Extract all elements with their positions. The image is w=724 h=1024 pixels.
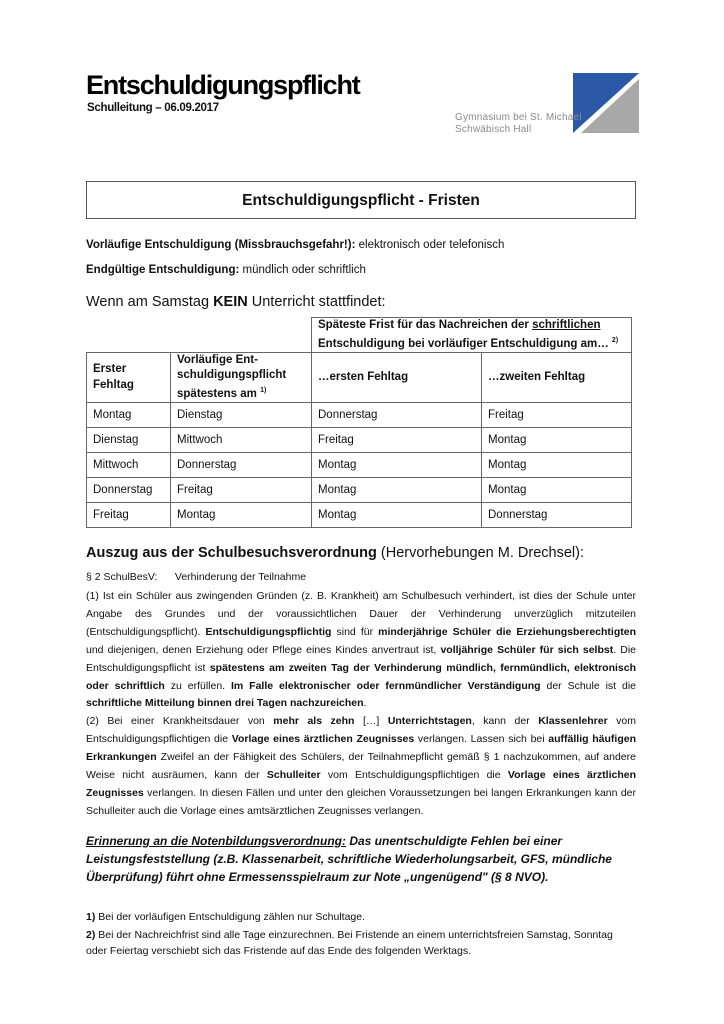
col-header-first-day: Erster Fehltag <box>87 352 171 402</box>
table-row <box>87 502 632 527</box>
table-cell: Montag <box>312 477 482 502</box>
table-cell: Donnerstag <box>171 452 312 477</box>
deadline-table <box>86 317 632 528</box>
table-cell: Freitag <box>171 477 312 502</box>
final-excuse-label: Endgültige Entschuldigung: <box>86 264 240 276</box>
logo-school-name: Gymnasium bei St. Michael <box>455 112 582 123</box>
table-cell: Montag <box>482 477 632 502</box>
group-header-cell: Späteste Frist für das Nachreichen der schriftlichen Entschuldigung bei vorläufiger Entschuldigung am… $^{2)}$ <box>312 318 632 353</box>
table-cell: Freitag <box>482 402 632 427</box>
col-header-second-missed: …zweiten Fehltag <box>482 352 632 402</box>
boxed-heading: Entschuldigungspflicht - Fristen <box>86 181 636 219</box>
table-cell: Montag <box>312 452 482 477</box>
table-row <box>87 477 632 502</box>
logo-school-city: Schwäbisch Hall <box>455 124 532 135</box>
footnote-2: 2) Bei der Nachreichfrist sind alle Tage einzurechnen. Bei Fristende an einem unterrichtsfreien Samstag, Sonntag oder Feiertag verschiebt sich das Fristende auf das Ende des folgenden Werktags. <box>86 929 613 957</box>
table-row <box>87 427 632 452</box>
table-cell: Montag <box>482 427 632 452</box>
regulation-paragraph-2: (2) Bei einer Krankheitsdauer von mehr als zehn […] Unterrichtstagen, kann der Klassenlehrer vom Entschuldigungspflichtigen die Vorlage eines ärztlichen Zeugnisses verlangen. Lassen sich bei auffällig häufigen Erkrankungen Zweifel an der Fähigkeit des Schülers, der Teilnahmepflicht gemäß § 1 nachzukommen, auf andere Weise nicht ausräumen, kann der Schulleiter vom Entschuldigungspflichtigen die Vorlage eines ärztlichen Zeugnisses verlangen. In diesen Fällen und unter den gleichen Voraussetzungen bei langen Erkrankungen kann der Schulleiter auch die Vorlage eines amtsärztlichen Zeugnisses verlangen. <box>86 715 637 817</box>
footnote-1: 1) Bei der vorläufigen Entschuldigung zählen nur Schultage. <box>86 911 366 923</box>
table-cell: Dienstag <box>171 402 312 427</box>
school-logo-icon <box>573 73 639 133</box>
table-group-header-row <box>87 318 632 353</box>
document-subtitle: Schulleitung – 06.09.2017 <box>87 102 219 114</box>
table-cell: Montag <box>87 402 171 427</box>
provisional-excuse-line <box>86 239 504 251</box>
table-cell: Mittwoch <box>87 452 171 477</box>
table-cell: Mittwoch <box>171 427 312 452</box>
col-header-provisional: Vorläufige Ent-schuldigungspflicht spätestens am $^{1)}$ <box>171 352 312 402</box>
regulation-paragraph-1: (1) Ist ein Schüler aus zwingenden Gründen (z. B. Krankheit) am Schulbesuch verhindert, ist dies der Schule unter Angabe des Grundes und der voraussichtlichen Dauer der Verhinderung unverzüglich mitzuteilen (Entschuldigungspflicht). Entschuldigungspflichtig sind für minderjährige Schüler die Erziehungsberechtigten und diejenigen, denen Erziehung oder Pflege eines Kindes anvertraut ist, volljährige Schüler für sich selbst. Die Entschuldigungspflicht ist spätestens am zweiten Tag der Verhinderung mündlich, fernmündlich, elektronisch oder schriftlich zu erfüllen. Im Falle elektronischer oder fernmündlicher Verständigung der Schule ist die schriftliche Mitteilung binnen drei Tagen nachzureichen. <box>86 590 637 710</box>
table-cell: Montag <box>312 502 482 527</box>
table-column-header-row <box>87 352 632 402</box>
table-cell: Montag <box>171 502 312 527</box>
table-cell: Dienstag <box>87 427 171 452</box>
table-cell: Donnerstag <box>312 402 482 427</box>
table-cell: Montag <box>482 452 632 477</box>
provisional-excuse-text: elektronisch oder telefonisch <box>355 239 505 251</box>
table-cell: Freitag <box>312 427 482 452</box>
paragraph-reference: § 2 SchulBesV: Verhinderung der Teilnahme <box>86 571 307 583</box>
section-heading: Auszug aus der Schulbesuchsverordnung (Hervorhebungen M. Drechsel): <box>86 545 584 561</box>
table-row <box>87 452 632 477</box>
table-cell: Donnerstag <box>87 477 171 502</box>
regulation-text <box>86 588 636 821</box>
grading-reminder: Erinnerung an die Notenbildungsverordnung: Das unentschuldigte Fehlen bei einer Leistungsfeststellung (z.B. Klassenarbeit, schriftliche Wiederholungsarbeit, GFS, mündliche Überprüfung) führt ohne Ermessensspielraum zur Note „ungenügend" (§ 8 NVO). <box>86 834 612 884</box>
table-cell: Freitag <box>87 502 171 527</box>
col-header-first-missed: …ersten Fehltag <box>312 352 482 402</box>
saturday-note: Wenn am Samstag KEIN Unterricht stattfindet: <box>86 294 386 310</box>
provisional-excuse-label: Vorläufige Entschuldigung (Missbrauchsgefahr!): <box>86 239 356 251</box>
table-row <box>87 402 632 427</box>
document-title: Entschuldigungspflicht <box>86 70 360 100</box>
final-excuse-text: mündlich oder schriftlich <box>239 264 366 276</box>
table-cell: Donnerstag <box>482 502 632 527</box>
final-excuse-line <box>86 264 366 276</box>
